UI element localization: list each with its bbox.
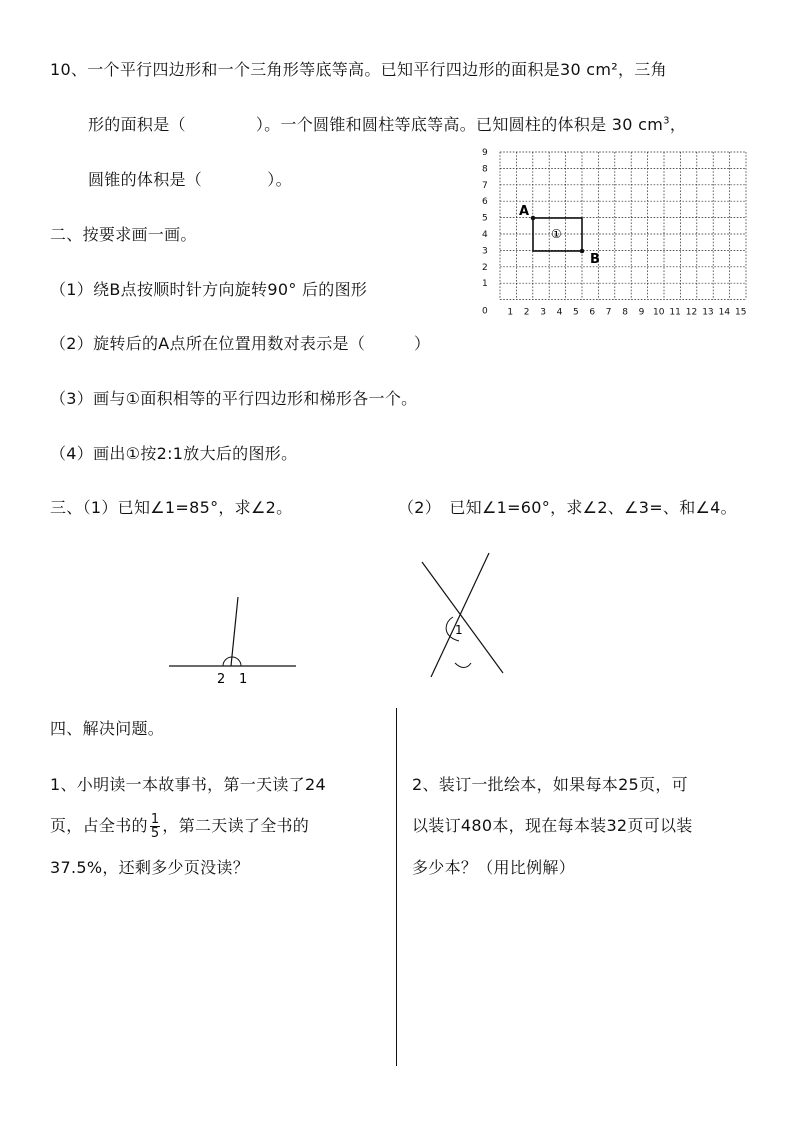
section4-heading: 四、解决问题。 bbox=[50, 719, 165, 738]
q10-line2-a: 形的面积是（ bbox=[88, 115, 186, 134]
section2-item-3: （3）画与①面积相等的平行四边形和梯形各一个。 bbox=[50, 389, 418, 408]
y-tick-label: 9 bbox=[482, 148, 488, 158]
section2-heading: 二、按要求画一画。 bbox=[50, 225, 197, 244]
angle-figure-2 bbox=[415, 545, 515, 685]
x-tick-label: 4 bbox=[556, 307, 563, 318]
x-tick-label: 13 bbox=[702, 307, 714, 318]
section2-item-1: （1）绕B点按顺时针方向旋转90° 后的图形 bbox=[50, 280, 368, 299]
q10-line3: 圆锥的体积是（ ）。 bbox=[88, 170, 292, 189]
section2-item-2: （2）旋转后的A点所在位置用数对表示是（ ） bbox=[50, 334, 431, 353]
q10-line2-c: ， bbox=[669, 115, 687, 134]
angle-arc-2 bbox=[455, 663, 471, 668]
y-tick-label: 8 bbox=[482, 164, 488, 175]
x-tick-label: 12 bbox=[685, 307, 698, 318]
q10-line2-b: ）。一个圆锥和圆柱等底等高。已知圆柱的体积是 30 cm bbox=[255, 115, 664, 134]
q10-line2 bbox=[88, 115, 686, 135]
x-tick-label: 6 bbox=[589, 307, 596, 318]
ray bbox=[231, 597, 238, 666]
x-tick-label: 3 bbox=[540, 307, 546, 318]
y-tick-label: 2 bbox=[482, 262, 488, 273]
section3-part1: 三、（1）已知∠1=85°，求∠2。 bbox=[50, 498, 293, 517]
problem1-line2-b: ，第二天读了全书的 bbox=[162, 816, 310, 835]
section2-item-4: （4）画出①按2:1放大后的图形。 bbox=[50, 444, 298, 463]
problem1-line3: 37.5%，还剩多少页没读？ bbox=[50, 858, 250, 877]
problem2-line1: 2、装订一批绘本，如果每本25页，可 bbox=[412, 775, 688, 794]
y-tick-label: 6 bbox=[482, 197, 488, 208]
problem1-line2-a: 页，占全书的 bbox=[50, 816, 148, 835]
x-tick-label: 5 bbox=[573, 307, 579, 318]
x-tick-label: 8 bbox=[622, 307, 628, 318]
x-tick-label: 15 bbox=[735, 307, 747, 318]
y-tick-label: 1 bbox=[482, 279, 488, 290]
fraction-denominator: 5 bbox=[150, 826, 160, 841]
problem2-line2: 以装订480本，现在每本装32页可以装 bbox=[412, 816, 693, 835]
point-b-dot bbox=[580, 249, 585, 254]
fraction-numerator: 1 bbox=[150, 812, 160, 827]
x-tick-label: 9 bbox=[638, 307, 645, 318]
y-tick-label: 4 bbox=[482, 230, 488, 240]
problem1-line1: 1、小明读一本故事书，第一天读了24 bbox=[50, 775, 326, 794]
x-tick-label: 1 bbox=[507, 307, 514, 318]
x-tick-label: 10 bbox=[653, 307, 665, 318]
x-tick-label: 14 bbox=[718, 307, 731, 318]
point-a-label: A bbox=[519, 204, 530, 219]
y-tick-label: 5 bbox=[482, 213, 488, 224]
angle-2-label: 2 bbox=[217, 672, 226, 687]
x-tick-label: 2 bbox=[523, 307, 530, 318]
q10-line1: 10、一个平行四边形和一个三角形等底等高。已知平行四边形的面积是30 cm²，三角 bbox=[50, 60, 667, 79]
q10-line2-sup: 3 bbox=[663, 115, 670, 127]
angle-1-label: 1 bbox=[239, 672, 248, 687]
problem1-line2 bbox=[50, 812, 309, 840]
line-1 bbox=[422, 562, 503, 673]
fraction-one-fifth bbox=[150, 813, 161, 840]
point-a-dot bbox=[531, 216, 536, 221]
shape-label: ① bbox=[551, 227, 562, 241]
grid-labels bbox=[482, 148, 746, 318]
angle-1-label: 1 bbox=[455, 623, 463, 637]
coordinate-grid bbox=[476, 148, 766, 328]
grid-lines bbox=[500, 152, 746, 300]
section3-part2: （2） 已知∠1=60°，求∠2、∠3=、和∠4。 bbox=[398, 498, 737, 517]
origin-label: 0 bbox=[482, 306, 488, 317]
angle-figure-1 bbox=[165, 592, 300, 692]
y-tick-label: 7 bbox=[482, 180, 488, 191]
point-b-label: B bbox=[590, 252, 600, 267]
x-tick-label: 7 bbox=[605, 307, 612, 318]
problem2-line3: 多少本？（用比例解） bbox=[412, 858, 576, 877]
column-divider bbox=[396, 708, 397, 1066]
grid-svg bbox=[476, 148, 766, 328]
y-tick-label: 3 bbox=[482, 246, 488, 257]
x-tick-label: 11 bbox=[669, 307, 681, 318]
line-2 bbox=[431, 553, 489, 677]
